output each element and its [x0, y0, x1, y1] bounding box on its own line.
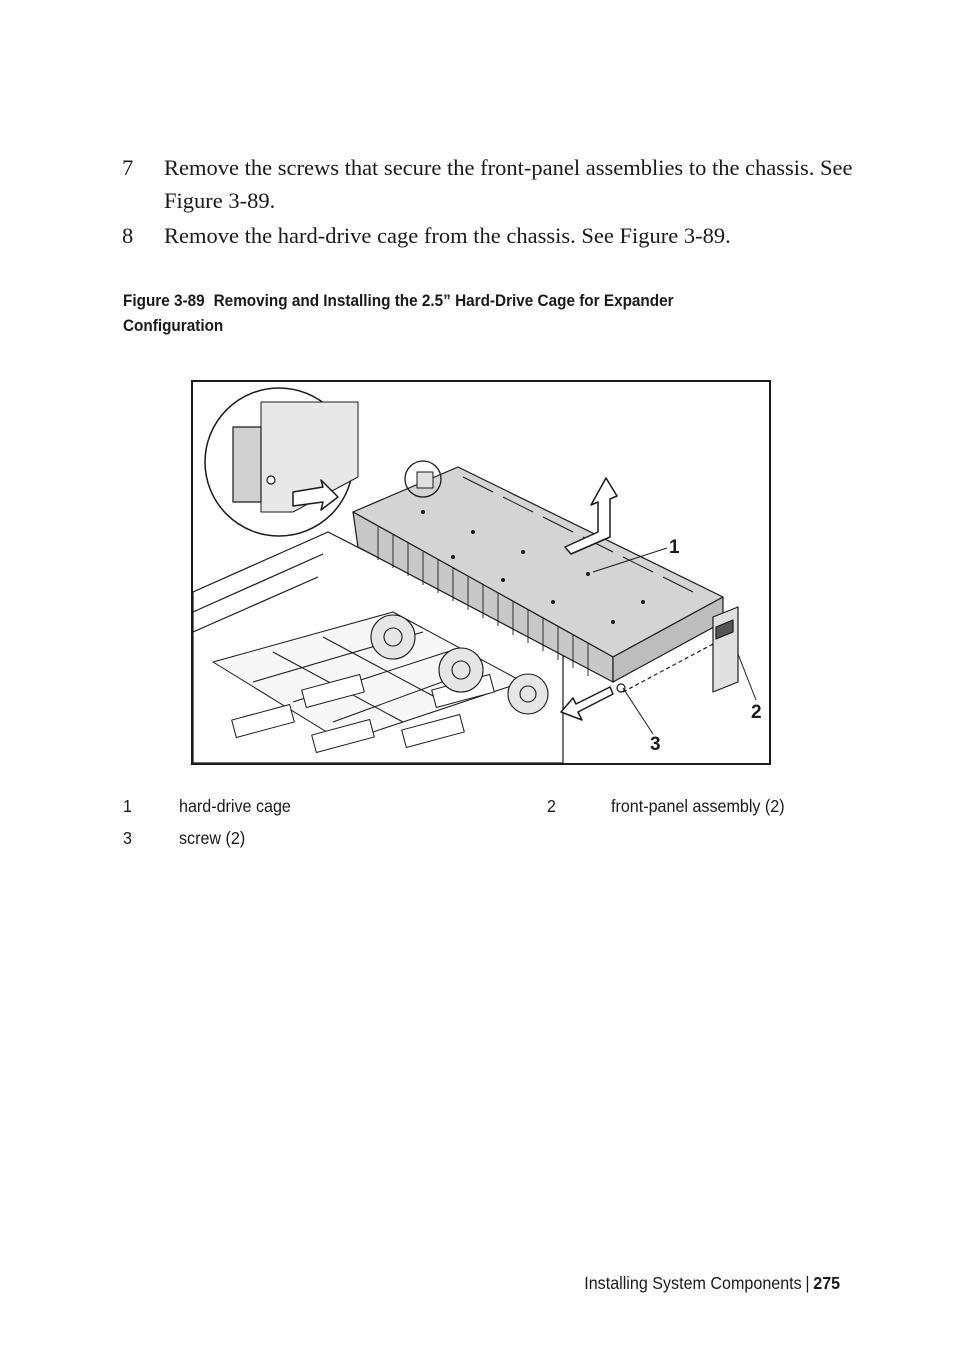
footer-separator: |: [805, 1273, 810, 1293]
legend-number: 1: [123, 796, 132, 816]
hard-drive-cage-illustration: [193, 382, 769, 763]
slide-arrow-icon: [561, 687, 613, 720]
footer-section: Installing System Components: [584, 1273, 802, 1293]
screw: [617, 684, 625, 692]
step-text: Remove the hard-drive cage from the chassis. See Figure 3-89.: [164, 223, 731, 248]
step-8: [122, 219, 862, 252]
legend-number: 3: [123, 828, 132, 848]
step-7: [122, 151, 862, 217]
figure-caption: [123, 288, 753, 338]
legend-text: front-panel assembly (2): [611, 796, 785, 816]
callout-1: 1: [669, 537, 680, 558]
step-number: 8: [122, 223, 134, 248]
figure-illustration: [191, 380, 771, 765]
callout-3: 3: [650, 734, 661, 755]
callout-2: 2: [751, 702, 762, 723]
legend-number: 2: [547, 796, 556, 816]
step-number: 7: [122, 155, 134, 180]
legend-text: screw (2): [179, 828, 246, 848]
page-footer: [584, 1273, 840, 1294]
step-text: Remove the screws that secure the front-panel assemblies to the chassis. See Figure 3-89.: [164, 155, 853, 213]
front-panel-assembly: [713, 607, 738, 692]
legend-text: hard-drive cage: [179, 796, 291, 816]
figure-title: Removing and Installing the 2.5” Hard-Drive Cage for Expander Configuration: [123, 291, 674, 335]
callout-leader-3: [623, 688, 653, 734]
figure-label: Figure 3-89: [123, 291, 205, 310]
callout-leader-2: [738, 654, 756, 700]
page-number: 275: [813, 1273, 840, 1293]
